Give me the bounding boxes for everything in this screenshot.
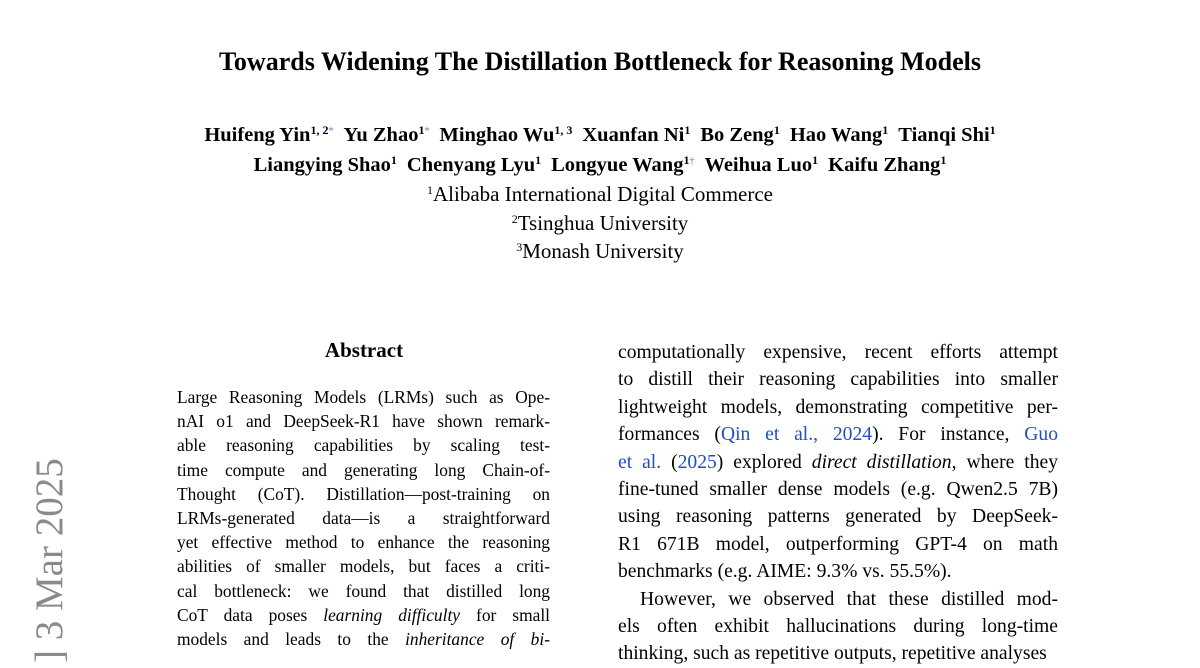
paper-title: Towards Widening The Distillation Bottleneck for Reasoning Models — [218, 47, 982, 76]
author-name: Kaifu Zhang$^1$ — [828, 153, 947, 176]
text-line: thinking, such as repetitive outputs, repetitive analyses — [618, 643, 1047, 665]
author-name: Liangying Shao$^1$ — [253, 153, 397, 176]
text-line: yet effective method to enhance the reasoning — [177, 532, 550, 553]
text-line: abilities of smaller models, but faces a criti- — [177, 556, 550, 577]
citation-link[interactable]: 2025 — [677, 451, 717, 473]
author-affiliation-sup: 1 — [812, 153, 819, 167]
author-name: Weihua Luo$^1$ — [704, 153, 819, 176]
text-line: However, we observed that these distilled mod- — [640, 588, 1058, 610]
author-line-2 — [0, 150, 1200, 180]
author-affiliation-sup: 1 — [390, 153, 397, 167]
abstract-heading: Abstract — [324, 338, 404, 362]
text-line: formances (Qin et al., 2024). For instance, Guo — [618, 424, 1058, 446]
author-affiliation-sup: 1 — [773, 123, 780, 137]
author-note-mark: † — [689, 156, 695, 167]
text-line: time compute and generating long Chain-of- — [177, 459, 550, 480]
right-column-text — [618, 339, 1058, 668]
author-name: Xuanfan Ni$^1$ — [582, 123, 691, 146]
author-affiliation-sup: 1* — [418, 123, 430, 137]
text-line: Thought (CoT). Distillation—post-training on — [177, 483, 550, 504]
author-name: Minghao Wu$^{1, 3}$ — [439, 123, 573, 146]
text-line: et al. (2025) explored direct distillation, where they — [618, 451, 1058, 473]
affiliation: $^2$Tsinghua University — [511, 210, 689, 235]
abstract-body — [177, 385, 550, 651]
author-note-mark: * — [328, 126, 334, 137]
text-line: Large Reasoning Models (LRMs) such as Ope- — [177, 387, 550, 407]
text-line: to distill their reasoning capabilities into smaller — [618, 369, 1058, 391]
author-name: Chenyang Lyu$^1$ — [406, 153, 542, 176]
author-name: Bo Zeng$^1$ — [700, 123, 780, 146]
author-list — [0, 120, 1200, 180]
text-line: els often exhibit hallucinations during long-time — [618, 615, 1058, 637]
author-name: Tianqi Shi$^1$ — [898, 123, 996, 146]
author-name: Longyue Wang$^{1\dagger}$ — [551, 153, 695, 176]
text-line: cal bottleneck: we found that distilled long — [177, 580, 550, 601]
citation-link[interactable]: Guo — [1024, 424, 1058, 446]
author-affiliation-sup: 1, 2* — [310, 123, 334, 137]
citation-link[interactable]: Qin et al., 2024 — [720, 424, 873, 446]
text-line: R1 671B model, outperforming GPT-4 on math — [618, 533, 1058, 555]
arxiv-margin-stamp: ] 3 Mar 2025 — [28, 458, 71, 663]
text-line: LRMs-generated data—is a straightforward — [177, 507, 550, 528]
text-line: computationally expensive, recent efforts attempt — [618, 342, 1058, 363]
author-name: Huifeng Yin$^{1, 2*}$ — [204, 123, 334, 146]
affiliation: $^1$Alibaba International Digital Commerce — [427, 182, 773, 206]
text-line: benchmarks (e.g. AIME: 9.3% vs. 55.5%). — [618, 561, 952, 583]
author-affiliation-sup: 1† — [683, 153, 695, 167]
text-line: nAI o1 and DeepSeek-R1 have shown remark- — [177, 411, 550, 432]
author-affiliation-sup: 1 — [989, 123, 996, 137]
author-line-1 — [0, 120, 1200, 150]
author-name: Hao Wang$^1$ — [789, 123, 889, 146]
author-note-mark: * — [424, 126, 430, 137]
citation-link[interactable]: et al. — [618, 451, 662, 473]
author-affiliation-sup: 1, 3 — [554, 123, 573, 137]
affiliation-list — [0, 180, 1200, 266]
author-affiliation-sup: 1 — [882, 123, 889, 137]
text-line: models and leads to the inheritance of bi- — [177, 628, 550, 649]
author-affiliation-sup: 1 — [940, 153, 947, 167]
text-line: CoT data poses learning difficulty for small — [177, 604, 550, 625]
text-line: lightweight models, demonstrating competitive per- — [618, 396, 1058, 418]
text-line: using reasoning patterns generated by DeepSeek- — [618, 506, 1058, 528]
author-name: Yu Zhao$^{1*}$ — [343, 123, 430, 146]
text-line: fine-tuned smaller dense models (e.g. Qwen2.5 7B) — [618, 478, 1058, 500]
author-affiliation-sup: 1 — [535, 153, 542, 167]
text-line: able reasoning capabilities by scaling test- — [177, 435, 550, 456]
author-affiliation-sup: 1 — [684, 123, 691, 137]
affiliation: $^3$Monash University — [516, 239, 684, 263]
